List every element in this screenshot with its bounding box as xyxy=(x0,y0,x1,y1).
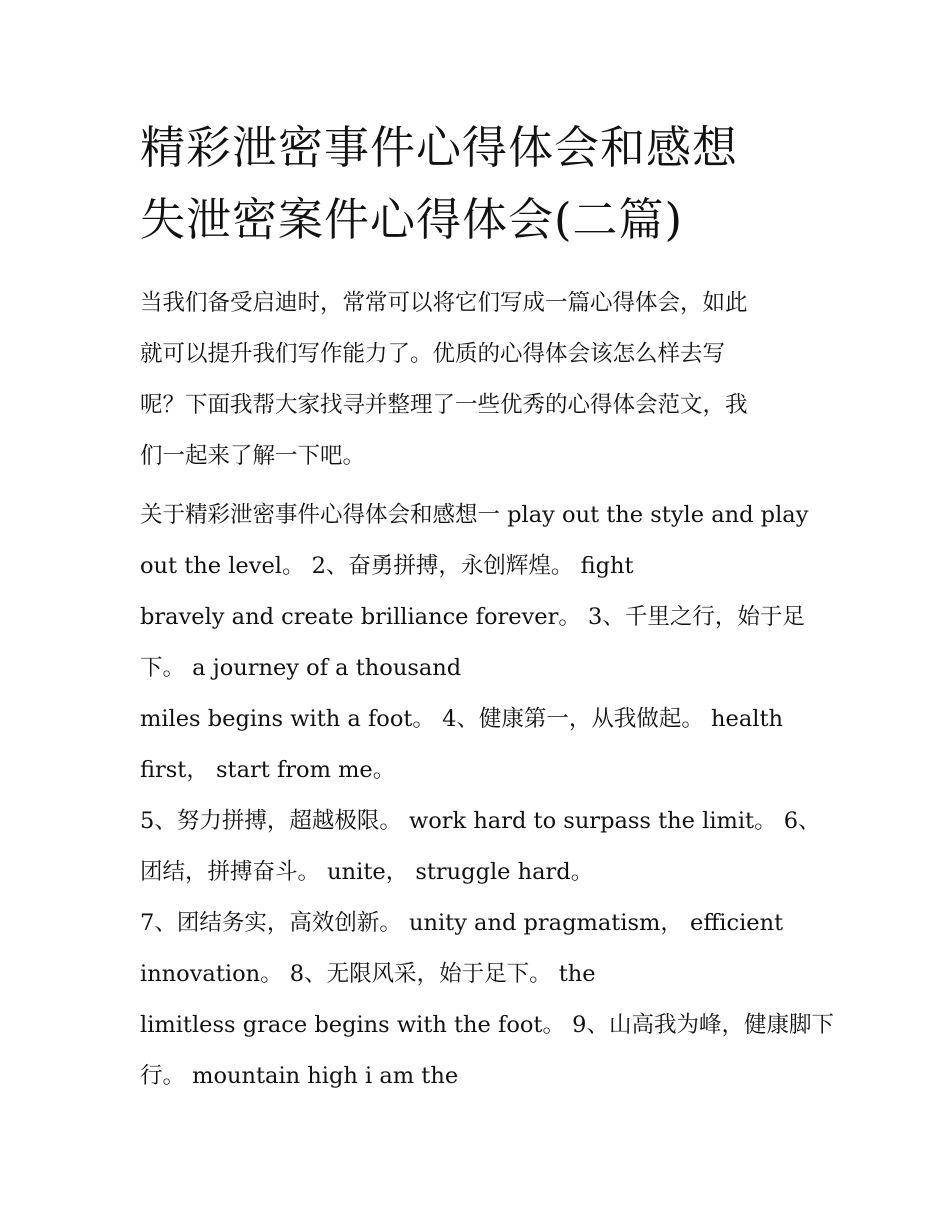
body-line: miles begins with a foot。 4、健康第一，从我做起。 health xyxy=(140,706,783,732)
document-title xyxy=(140,112,820,256)
body-line: 5、努力拼搏，超越极限。 work hard to surpass the limit。 6、 xyxy=(140,808,821,834)
intro-paragraph xyxy=(140,278,820,482)
title-line: 精彩泄密事件心得体会和感想 xyxy=(140,121,739,174)
body-line: limitless grace begins with the foot。 9、山高我为峰，健康脚下 xyxy=(140,1012,834,1038)
body-line: out the level。 2、奋勇拼搏，永创辉煌。 fight xyxy=(140,553,634,579)
body-line: 7、团结务实，高效创新。 unity and pragmatism， efficient xyxy=(140,910,784,936)
intro-line: 当我们备受启迪时，常常可以将它们写成一篇心得体会，如此 xyxy=(140,290,748,316)
intro-line: 们一起来了解一下吧。 xyxy=(140,443,366,469)
body-line: 行。 mountain high i am the xyxy=(140,1063,459,1089)
body-line: innovation。 8、无限风采，始于足下。 the xyxy=(140,961,596,987)
body-line: bravely and create brilliance forever。 3、千里之行，始于足 xyxy=(140,604,805,630)
title-line: 失泄密案件心得体会(二篇) xyxy=(140,193,684,246)
body-line: 关于精彩泄密事件心得体会和感想一 play out the style and play xyxy=(140,502,809,528)
intro-line: 就可以提升我们写作能力了。优质的心得体会该怎么样去写 xyxy=(140,341,726,367)
intro-line: 呢？下面我帮大家找寻并整理了一些优秀的心得体会范文，我 xyxy=(140,392,748,418)
body-line: 下。 a journey of a thousand xyxy=(140,655,462,681)
document-page xyxy=(140,112,834,1102)
body-line: first， start from me。 xyxy=(140,757,396,783)
body-text xyxy=(140,490,834,1102)
body-line: 团结，拼搏奋斗。 unite， struggle hard。 xyxy=(140,859,594,885)
